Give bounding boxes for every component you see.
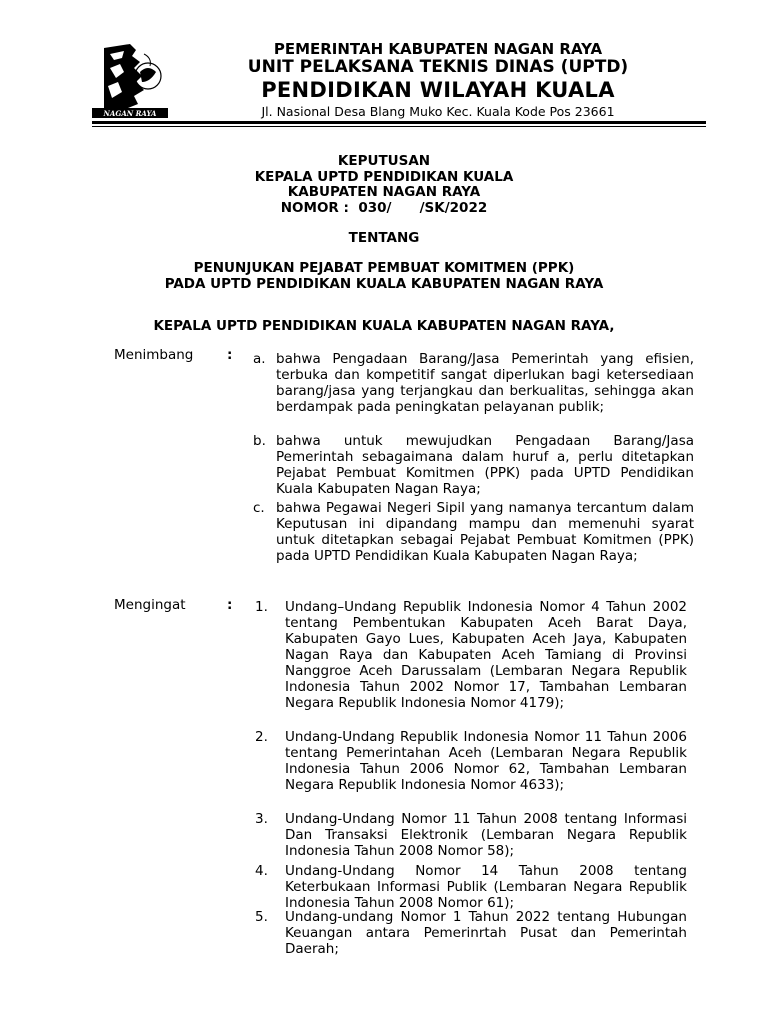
letterhead-line-2: UNIT PELAKSANA TEKNIS DINAS (UPTD) — [247, 57, 629, 77]
mengingat-item-4: Undang-Undang Nomor 14 Tahun 2008 tentang Keterbukaan Informasi Publik (Lembaran Negara Republik Indonesia Tahun 2008 Nomor 61); — [285, 863, 687, 911]
letterhead-rule-thin — [92, 126, 706, 127]
menimbang-item-a: bahwa Pengadaan Barang/Jasa Pemerintah yang efisien, terbuka dan kompetitif sangat diperlukan bagi ketersediaan barang/jasa yang terjangkau dan berkualitas, sehingga akan berdampak pada peningkatan pelayanan publik; — [276, 351, 694, 415]
menimbang-marker-a: a. — [253, 351, 266, 367]
mengingat-item-1: Undang–Undang Republik Indonesia Nomor 4 Tahun 2002 tentang Pembentukan Kabupaten Aceh Barat Daya, Kabupaten Gayo Lues, Kabupaten Aceh Jaya, Kabupaten Nagan Raya dan Kabupaten Aceh Tamiang di Provinsi Nanggroe Aceh Darussalam (Lembaran Negara Republik Indonesia Tahun 2002 Nomor 17, Tambahan Lembaran Negara Republik Indonesia Nomor 4179); — [285, 599, 687, 711]
mengingat-item-2: Undang-Undang Republik Indonesia Nomor 11 Tahun 2006 tentang Pemerintahan Aceh (Lembaran Negara Republik Indonesia Tahun 2006 Nomor 62, Tambahan Lembaran Negara Republik Indonesia Nomor 4633); — [285, 729, 687, 793]
mengingat-marker-5: 5. — [255, 909, 268, 925]
authority-line: KEPALA UPTD PENDIDIKAN KUALA KABUPATEN NAGAN RAYA, — [153, 318, 615, 334]
letterhead-line-3: PENDIDIKAN WILAYAH KUALA — [261, 78, 615, 102]
title-nomor: NOMOR : 030/ /SK/2022 — [280, 200, 488, 216]
mengingat-item-5: Undang-undang Nomor 1 Tahun 2022 tentang Hubungan Keuangan antara Pemerinrtah Pusat dan Pemerintah Daerah; — [285, 909, 687, 957]
subject-line-2: PADA UPTD PENDIDIKAN KUALA KABUPATEN NAGAN RAYA — [164, 276, 604, 292]
nagan-raya-logo — [90, 42, 170, 120]
menimbang-item-c: bahwa Pegawai Negeri Sipil yang namanya tercantum dalam Keputusan ini dipandang mampu dan memenuhi syarat untuk ditetapkan sebagai Pejabat Pembuat Komitmen (PPK) pada UPTD Pendidikan Kuala Kabupaten Nagan Raya; — [276, 500, 694, 564]
letterhead-address: Jl. Nasional Desa Blang Muko Kec. Kuala Kode Pos 23661 — [261, 104, 615, 119]
menimbang-colon: : — [227, 347, 233, 363]
menimbang-item-b: bahwa untuk mewujudkan Pengadaan Barang/Jasa Pemerintah sebagaimana dalam huruf a, perlu ditetapkan Pejabat Pembuat Komitmen (PPK) pada UPTD Pendidikan Kuala Kabupaten Nagan Raya; — [276, 433, 694, 497]
letterhead-rule-thick — [92, 121, 706, 124]
menimbang-marker-c: c. — [253, 500, 265, 516]
title-kepala: KEPALA UPTD PENDIDIKAN KUALA — [254, 169, 514, 185]
title-kabupaten: KABUPATEN NAGAN RAYA — [287, 184, 481, 200]
mengingat-item-3: Undang-Undang Nomor 11 Tahun 2008 tentang Informasi Dan Transaksi Elektronik (Lembaran Negara Republik Indonesia Tahun 2008 Nomor 58); — [285, 811, 687, 859]
logo-caption: NAGAN RAYA — [103, 109, 157, 118]
mengingat-marker-2: 2. — [255, 729, 268, 745]
menimbang-marker-b: b. — [253, 433, 266, 449]
mengingat-colon: : — [227, 597, 233, 613]
mengingat-marker-4: 4. — [255, 863, 268, 879]
mengingat-marker-3: 3. — [255, 811, 268, 827]
title-keputusan: KEPUTUSAN — [337, 153, 431, 169]
mengingat-label: Mengingat — [114, 597, 186, 613]
title-tentang: TENTANG — [348, 230, 420, 246]
letterhead-line-1: PEMERINTAH KABUPATEN NAGAN RAYA — [273, 40, 603, 58]
menimbang-label: Menimbang — [114, 347, 194, 363]
subject-line-1: PENUNJUKAN PEJABAT PEMBUAT KOMITMEN (PPK) — [193, 260, 575, 276]
mengingat-marker-1: 1. — [255, 599, 268, 615]
